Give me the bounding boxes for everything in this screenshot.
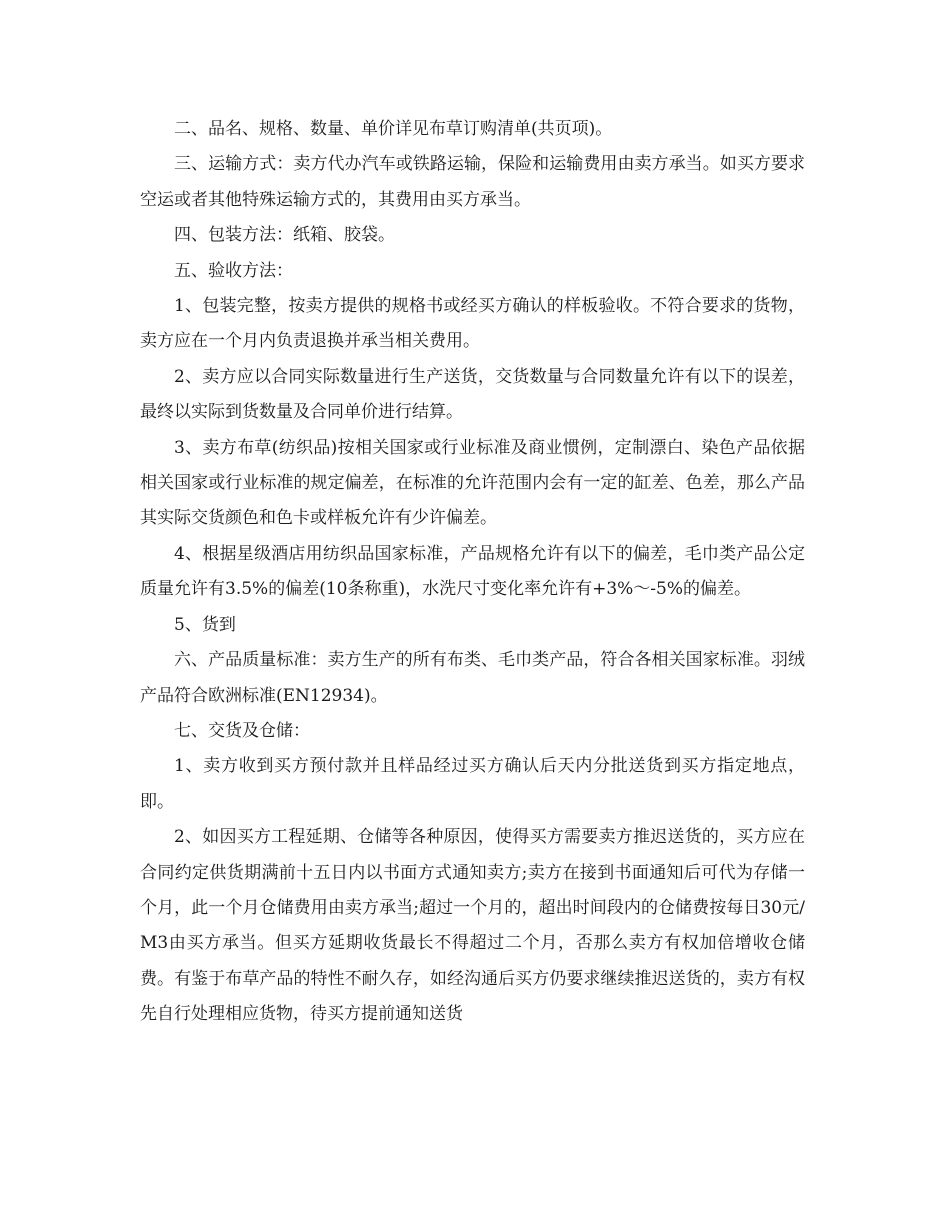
clause-5-item-1: 1、包装完整，按卖方提供的规格书或经买方确认的样板验收。不符合要求的货物，卖方应在一个月内负责退换并承当相关费用。 xyxy=(140,296,805,352)
clause-5-item-3: 3、卖方布草(纺织品)按相关国家或行业标准及商业惯例，定制漂白、染色产品依据相关国家或行业标准的规定偏差，在标准的允许范围内会有一定的缸差、色差，那么产品其实际交货颜色和色卡或样板允许有少许偏差。 xyxy=(140,437,805,529)
clause-7-item-2: 2、如因买方工程延期、仓储等各种原因，使得买方需要卖方推迟送货的，买方应在合同约定供货期满前十五日内以书面方式通知卖方;卖方在接到书面通知后可代为存储一个月，此一个月仓储费用由卖方承当;超过一个月的，超出时间段内的仓储费按每日30元/M3由买方承当。但买方延期收货最长不得超过二个月，否那么卖方有权加倍增收仓储费。有鉴于布草产品的特性不耐久存，如经沟通后买方仍要求继续推迟送货的，卖方有权先自行处理相应货物，待买方提前通知送货 xyxy=(140,827,805,1025)
clause-2-specifications: 二、品名、规格、数量、单价详见布草订购清单(共页项)。 xyxy=(174,119,613,139)
document-body xyxy=(140,112,805,1033)
clause-7-item-1: 1、卖方收到买方预付款并且样品经过买方确认后天内分批送货到买方指定地点，即。 xyxy=(140,756,805,812)
clause-7-heading: 七、交货及仓储： xyxy=(174,720,310,741)
clause-6-quality: 六、产品质量标准：卖方生产的所有布类、毛巾类产品，符合各相关国家标准。羽绒产品符合欧洲标准(EN12934)。 xyxy=(140,650,805,706)
clause-3-transport: 三、运输方式：卖方代办汽车或铁路运输，保险和运输费用由卖方承当。如买方要求空运或者其他特殊运输方式的，其费用由买方承当。 xyxy=(140,154,805,210)
clause-4-packaging: 四、包装方法：纸箱、胶袋。 xyxy=(174,225,395,246)
clause-5-item-5: 5、货到 xyxy=(174,614,236,635)
clause-5-item-4: 4、根据星级酒店用纺织品国家标准，产品规格允许有以下的偏差，毛巾类产品公定质量允许有3.5%的偏差(10条称重)，水洗尺寸变化率允许有+3%～-5%的偏差。 xyxy=(140,543,805,600)
clause-5-heading: 五、验收方法： xyxy=(174,260,293,281)
clause-5-item-2: 2、卖方应以合同实际数量进行生产送货，交货数量与合同数量允许有以下的误差，最终以实际到货数量及合同单价进行结算。 xyxy=(140,366,805,423)
